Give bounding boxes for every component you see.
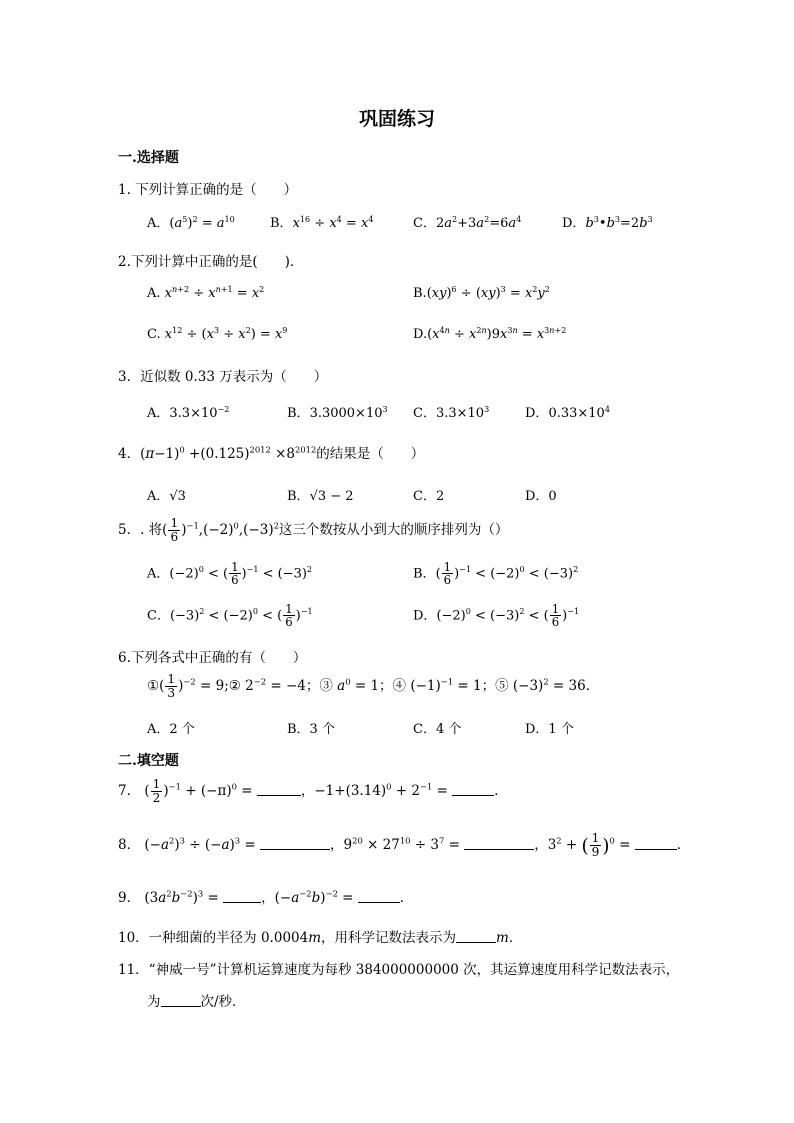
question-10: 10．一种细菌的半径为 0.0004m，用科学记数法表示为 m．	[118, 930, 523, 946]
answer-blank[interactable]	[260, 836, 330, 850]
question-3-option-b: B．$3.3000\times 10^3$	[287, 404, 388, 421]
question-9: 9． $(3a^2b^{-2})^3$ = ，$(-a^{-2}b)^{-2}$ = ．	[118, 888, 414, 906]
question-5-option-a: A．$(-2)^0$ < ( $\frac{1}{6}$ )$^{-1} < (-3)^2$	[147, 560, 313, 588]
answer-blank[interactable]	[464, 836, 534, 850]
question-4-option-c: C．2	[413, 489, 445, 504]
question-6-option-c: C．4 个	[413, 722, 462, 737]
question-5-stem: 5．. 将( $\frac{1}{6}$ )$^{-1},(-2)^0,(-3)^2$这三个数按从小到大的顺序排列为（）	[118, 516, 509, 544]
question-3-stem: 3．近似数 0.33 万表示为（ ）	[118, 369, 328, 385]
question-6-stem: 6.下列各式中正确的有（ ）	[118, 650, 307, 666]
question-4-option-d: D．0	[525, 489, 557, 504]
question-11-line-2: 为 次/秒．	[147, 994, 246, 1010]
answer-blank[interactable]	[257, 782, 301, 796]
question-1-option-d: D．$b^3•b^3=2b^3$	[562, 214, 653, 231]
question-7: 7． ( $\frac{1}{2}$ )$^{-1} + (-\pi)^0$ = ，$-1+(3.14)^0 + 2^{-1}$ = ．	[118, 777, 508, 805]
question-2-option-b: $B.(xy)^6 \div (xy)^3 = x^2y^2$	[413, 284, 550, 301]
section-heading-choice: 一.选择题	[118, 150, 179, 166]
question-4-stem: 4．$(\pi-1)^0 +(0.125)^{2012} \times 8^{2012}$的结果是（ ）	[118, 444, 425, 462]
answer-blank[interactable]	[452, 782, 494, 796]
question-3-option-c: C．$3.3\times 10^3$	[413, 404, 490, 421]
question-4-option-a: A．√3	[147, 489, 186, 504]
question-4-option-b: B．√3 − 2	[287, 489, 354, 504]
question-3-option-a: A．$3.3\times 10^{-2}$	[147, 404, 230, 421]
answer-blank[interactable]	[358, 889, 400, 903]
question-2-option-c: C. $x^{12} \div (x^3 \div x^2) = x^9$	[147, 325, 288, 342]
answer-blank[interactable]	[161, 993, 201, 1007]
question-8: 8． $(-a^2)^3 \div (-a)^3$ = ，$9^{20} \times 27^{10} \div 3^7$ = ，$3^2$ + ( $\frac{1}{9}$ )$^0$ = ．	[118, 831, 691, 859]
question-5-option-c: C．$(-3)^2 < (-2)^0$ < ( $\frac{1}{6}$ )$^{-1}$	[147, 602, 313, 630]
question-2-stem: 2.下列计算中正确的是( )．	[118, 254, 304, 270]
question-6-option-b: B．3 个	[287, 722, 335, 737]
page-title: 巩固练习	[358, 108, 435, 130]
question-1-option-b: B．$x^{16} \div x^4 = x^4$	[270, 214, 374, 231]
question-1-stem: 1. 下列计算正确的是（ ）	[118, 182, 298, 198]
question-3-option-d: D．$0.33\times 10^4$	[525, 404, 610, 421]
question-5-option-d: D．$(-2)^0 < (-3)^2$ < ( $\frac{1}{6}$ )$^{-1}$	[413, 602, 580, 630]
answer-blank[interactable]	[223, 889, 261, 903]
question-11-line-1: 11．“神威一号”计算机运算速度为每秒 384000000000 次，其运算速度用科学记数法表示，	[118, 962, 680, 978]
answer-blank[interactable]	[635, 836, 677, 850]
question-5-option-b: B．( $\frac{1}{6}$ )$^{-1} < (-2)^0 < (-3)^2$	[413, 560, 579, 588]
question-6-option-a: A．2 个	[147, 722, 195, 737]
question-6-option-d: D．1 个	[525, 722, 574, 737]
answer-blank[interactable]	[456, 929, 496, 943]
question-2-option-a: A. $x^{n+2} \div x^{n+1} = x^2$	[147, 284, 265, 301]
question-1-option-c: C．$2a^2+3a^2=6a^4$	[413, 214, 522, 231]
question-6-statements: ①( $\frac{1}{3}$ )$^{-2}$ = 9;② $2^{-2} = -4$；③ $a^0 = 1$；④ $(-1)^{-1} = 1$；⑤ $(-3)^2 = 36$．	[147, 672, 600, 700]
question-1-option-a: A．$(a^5)^2 = a^{10}$	[147, 214, 235, 231]
question-2-option-d: $D.(x^{4n} \div x^{2n})9x^{3n} = x^{3n+2}$	[413, 325, 567, 342]
section-heading-fill: 二.填空题	[118, 753, 179, 769]
